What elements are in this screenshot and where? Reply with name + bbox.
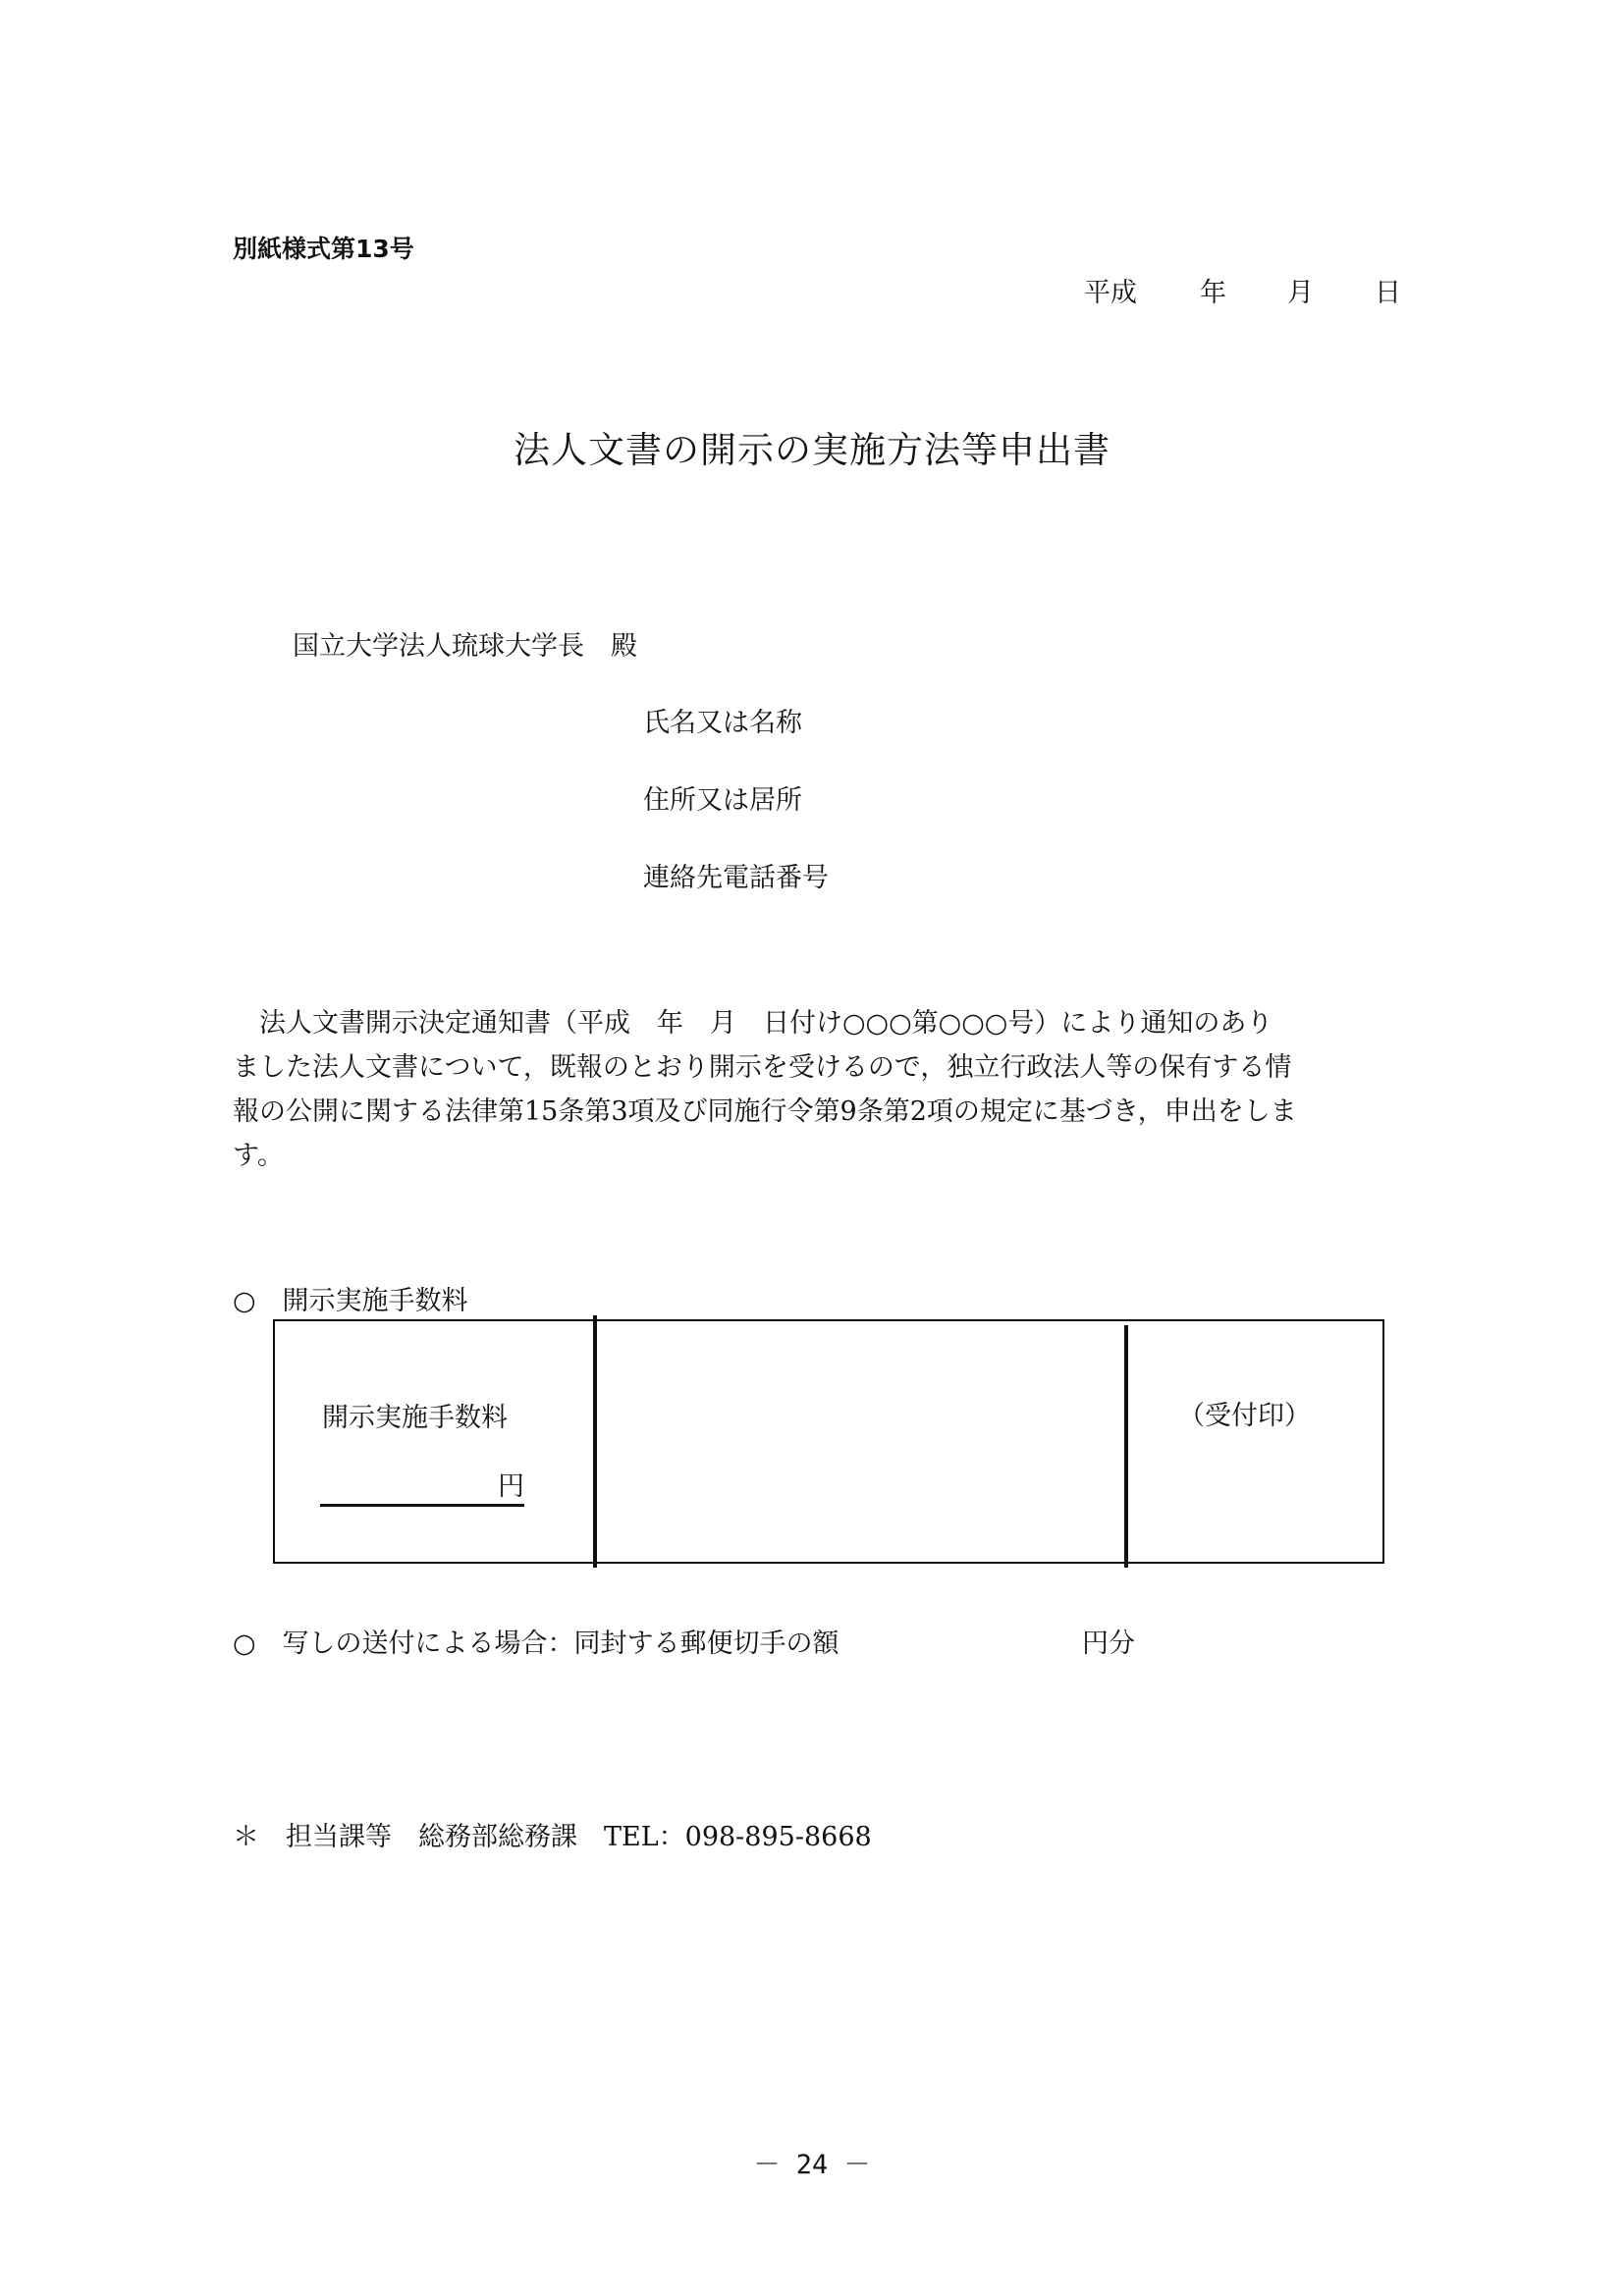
body-line: 法人文書開示決定通知書（平成 年 月 日付け○○○第○○○号）により通知のあり (233, 1008, 1273, 1039)
date-day: 日 (1375, 278, 1401, 308)
body-line: ました法人文書について，既報のとおり開示を受けるので，独立行政法人等の保有する情 (233, 1052, 1292, 1083)
body-line: 報の公開に関する法律第15条第3項及び同施行令第9条第2項の規定に基づき，申出をしま (233, 1096, 1297, 1127)
postage-label: ○ 写しの送付による場合：同封する郵便切手の額 (233, 1629, 839, 1659)
contact-line: ＊ 担当課等 総務部総務課 TEL：098-895-8668 (233, 1822, 872, 1852)
fee-table-divider (1124, 1325, 1128, 1568)
page-number: － 24 － (753, 2150, 871, 2180)
date-month: 月 (1287, 278, 1314, 308)
document-title: 法人文書の開示の実施方法等申出書 (514, 429, 1110, 471)
yen-unit: 円 (498, 1471, 524, 1502)
addressee: 国立大学法人琉球大学長 殿 (293, 631, 637, 662)
body-paragraph (233, 1001, 1401, 1178)
fee-amount-label: 開示実施手数料 (322, 1403, 508, 1433)
address-field-label: 住所又は居所 (643, 785, 802, 816)
body-line: す。 (233, 1141, 284, 1171)
phone-field-label: 連絡先電話番号 (643, 863, 829, 893)
fee-section-heading: ○ 開示実施手数料 (233, 1286, 468, 1316)
fee-table (273, 1319, 1384, 1564)
date-year: 年 (1200, 278, 1226, 308)
date-era: 平成 (1084, 278, 1137, 308)
postage-unit: 円分 (1082, 1629, 1135, 1659)
form-number: 別紙様式第13号 (233, 235, 414, 263)
fee-amount-field (320, 1470, 524, 1507)
reception-stamp-label: （受付印） (1178, 1401, 1311, 1431)
fee-table-divider (593, 1315, 597, 1568)
name-field-label: 氏名又は名称 (643, 708, 802, 738)
